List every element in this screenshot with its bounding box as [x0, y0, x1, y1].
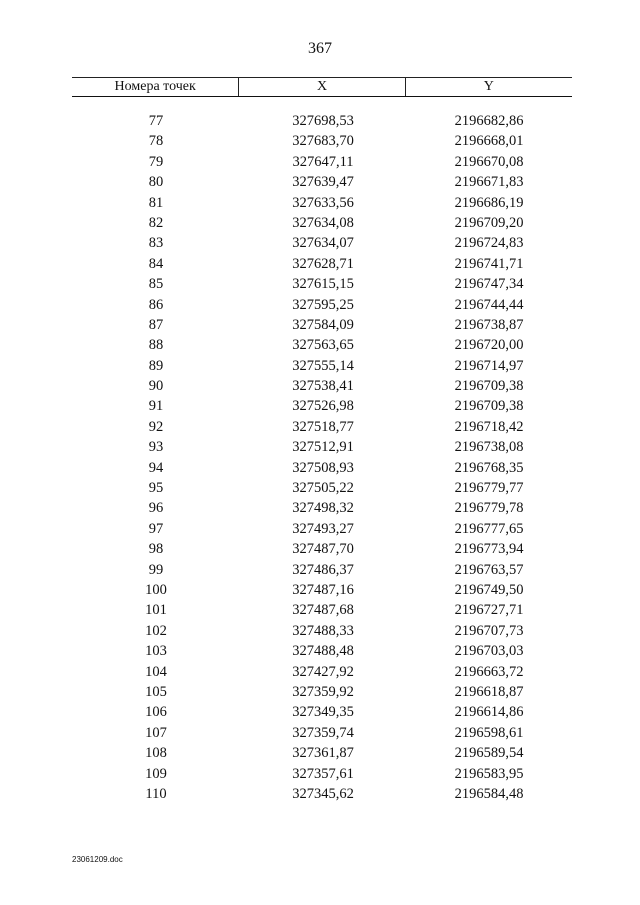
- x-coordinate-cell: 327487,70: [292, 541, 354, 558]
- x-coordinate-cell: 327563,65: [292, 337, 354, 354]
- point-number-cell: 104: [145, 663, 167, 680]
- document-filename: 23061209.doc: [72, 855, 123, 864]
- y-coordinate-cell: 2196720,00: [454, 337, 524, 354]
- point-number-cell: 92: [148, 418, 164, 435]
- point-number-cell: 79: [148, 153, 164, 170]
- coordinates-table-body: [72, 111, 572, 804]
- point-number-cell: 107: [145, 724, 167, 741]
- y-coordinate-cell: 2196598,61: [454, 724, 524, 741]
- point-number-cell: 83: [148, 235, 164, 252]
- x-coordinate-cell: 327595,25: [292, 296, 354, 313]
- table-row: [72, 152, 572, 172]
- y-coordinate-cell: 2196744,44: [454, 296, 524, 313]
- x-coordinate-cell: 327505,22: [292, 480, 354, 497]
- y-coordinate-cell: 2196777,65: [454, 520, 524, 537]
- y-coordinate-cell: 2196671,83: [454, 174, 524, 191]
- column-header-point-numbers: Номера точек: [114, 79, 196, 94]
- point-number-cell: 91: [148, 398, 164, 415]
- point-number-cell: 109: [145, 765, 167, 782]
- table-row: [72, 172, 572, 192]
- point-number-cell: 84: [148, 255, 164, 272]
- y-coordinate-cell: 2196614,86: [454, 704, 524, 721]
- y-coordinate-cell: 2196668,01: [454, 133, 524, 150]
- point-number-cell: 100: [145, 581, 167, 598]
- point-number-cell: 99: [148, 561, 164, 578]
- x-coordinate-cell: 327683,70: [292, 133, 354, 150]
- y-coordinate-cell: 2196618,87: [454, 683, 524, 700]
- y-coordinate-cell: 2196714,97: [454, 357, 524, 374]
- point-number-cell: 103: [145, 643, 167, 660]
- table-row: [72, 600, 572, 620]
- point-number-cell: 108: [145, 745, 167, 762]
- point-number-cell: 105: [145, 683, 167, 700]
- y-coordinate-cell: 2196703,03: [454, 643, 524, 660]
- x-coordinate-cell: 327359,74: [292, 724, 354, 741]
- table-row: [72, 111, 572, 131]
- x-coordinate-cell: 327508,93: [292, 459, 354, 476]
- point-number-cell: 89: [148, 357, 164, 374]
- y-coordinate-cell: 2196727,71: [454, 602, 524, 619]
- table-header: [72, 77, 572, 97]
- table-row: [72, 580, 572, 600]
- y-coordinate-cell: 2196709,38: [454, 398, 524, 415]
- x-coordinate-cell: 327427,92: [292, 663, 354, 680]
- x-coordinate-cell: 327349,35: [292, 704, 354, 721]
- x-coordinate-cell: 327487,68: [292, 602, 354, 619]
- y-coordinate-cell: 2196682,86: [454, 113, 524, 129]
- point-number-cell: 106: [145, 704, 167, 721]
- page-number: 367: [308, 40, 332, 57]
- y-coordinate-cell: 2196707,73: [454, 622, 524, 639]
- point-number-cell: 94: [148, 459, 164, 476]
- table-row: [72, 682, 572, 702]
- point-number-cell: 81: [148, 194, 164, 211]
- x-coordinate-cell: 327634,07: [292, 235, 354, 252]
- y-coordinate-cell: 2196768,35: [454, 459, 524, 476]
- x-coordinate-cell: 327647,11: [292, 153, 354, 170]
- table-row: [72, 233, 572, 253]
- x-coordinate-cell: 327488,33: [292, 622, 354, 639]
- table-row: [72, 458, 572, 478]
- table-row: [72, 641, 572, 661]
- point-number-cell: 87: [148, 316, 164, 333]
- table-row: [72, 519, 572, 539]
- x-coordinate-cell: 327493,27: [292, 520, 354, 537]
- y-coordinate-cell: 2196670,08: [454, 153, 524, 170]
- x-coordinate-cell: 327555,14: [292, 357, 354, 374]
- table-row: [72, 784, 572, 804]
- table-row: [72, 213, 572, 233]
- y-coordinate-cell: 2196738,08: [454, 439, 524, 456]
- table-row: [72, 560, 572, 580]
- table-row: [72, 702, 572, 722]
- y-coordinate-cell: 2196779,77: [454, 480, 524, 497]
- point-number-cell: 85: [148, 276, 164, 293]
- x-coordinate-cell: 327486,37: [292, 561, 354, 578]
- table-row: [72, 478, 572, 498]
- table-row: [72, 274, 572, 294]
- y-coordinate-cell: 2196686,19: [454, 194, 524, 211]
- x-coordinate-cell: 327634,08: [292, 214, 354, 231]
- point-number-cell: 77: [148, 113, 164, 129]
- x-coordinate-cell: 327538,41: [292, 378, 354, 395]
- x-coordinate-cell: 327345,62: [292, 785, 354, 802]
- x-coordinate-cell: 327488,48: [292, 643, 354, 660]
- y-coordinate-cell: 2196773,94: [454, 541, 524, 558]
- column-header-x: X: [238, 78, 405, 96]
- x-coordinate-cell: 327361,87: [292, 745, 354, 762]
- point-number-cell: 88: [148, 337, 164, 354]
- point-number-cell: 97: [148, 520, 164, 537]
- x-coordinate-cell: 327518,77: [292, 418, 354, 435]
- y-coordinate-cell: 2196589,54: [454, 745, 524, 762]
- table-row: [72, 539, 572, 559]
- table-row: [72, 254, 572, 274]
- point-number-cell: 98: [148, 541, 164, 558]
- point-number-cell: 96: [148, 500, 164, 517]
- y-coordinate-cell: 2196724,83: [454, 235, 524, 252]
- y-coordinate-cell: 2196779,78: [454, 500, 524, 517]
- y-coordinate-cell: 2196747,34: [454, 276, 524, 293]
- y-coordinate-cell: 2196738,87: [454, 316, 524, 333]
- table-row: [72, 723, 572, 743]
- table-row: [72, 764, 572, 784]
- point-number-cell: 80: [148, 174, 164, 191]
- x-coordinate-cell: 327633,56: [292, 194, 354, 211]
- table-row: [72, 417, 572, 437]
- y-coordinate-cell: 2196741,71: [454, 255, 524, 272]
- x-coordinate-cell: 327639,47: [292, 174, 354, 191]
- y-coordinate-cell: 2196718,42: [454, 418, 524, 435]
- x-coordinate-cell: 327526,98: [292, 398, 354, 415]
- x-coordinate-cell: 327487,16: [292, 581, 354, 598]
- column-header-y: Y: [483, 79, 494, 94]
- y-coordinate-cell: 2196709,20: [454, 214, 524, 231]
- table-row: [72, 621, 572, 641]
- point-number-cell: 101: [145, 602, 167, 619]
- x-coordinate-cell: 327615,15: [292, 276, 354, 293]
- x-coordinate-cell: 327357,61: [292, 765, 354, 782]
- x-coordinate-cell: 327628,71: [292, 255, 354, 272]
- y-coordinate-cell: 2196709,38: [454, 378, 524, 395]
- table-row: [72, 498, 572, 518]
- x-coordinate-cell: 327512,91: [292, 439, 354, 456]
- y-coordinate-cell: 2196583,95: [454, 765, 524, 782]
- table-row: [72, 295, 572, 315]
- point-number-cell: 90: [148, 378, 164, 395]
- table-row: [72, 131, 572, 151]
- point-number-cell: 93: [148, 439, 164, 456]
- point-number-cell: 78: [148, 133, 164, 150]
- point-number-cell: 110: [145, 785, 167, 802]
- x-coordinate-cell: 327584,09: [292, 316, 354, 333]
- table-row: [72, 662, 572, 682]
- table-row: [72, 396, 572, 416]
- point-number-cell: 95: [148, 480, 164, 497]
- x-coordinate-cell: 327698,53: [292, 113, 354, 129]
- y-coordinate-cell: 2196663,72: [454, 663, 524, 680]
- point-number-cell: 86: [148, 296, 164, 313]
- point-number-cell: 82: [148, 214, 164, 231]
- table-row: [72, 743, 572, 763]
- table-row: [72, 335, 572, 355]
- table-row: [72, 356, 572, 376]
- y-coordinate-cell: 2196763,57: [454, 561, 524, 578]
- x-coordinate-cell: 327498,32: [292, 500, 354, 517]
- table-row: [72, 193, 572, 213]
- table-row: [72, 437, 572, 457]
- table-row: [72, 315, 572, 335]
- table-row: [72, 376, 572, 396]
- y-coordinate-cell: 2196584,48: [454, 785, 524, 802]
- x-coordinate-cell: 327359,92: [292, 683, 354, 700]
- y-coordinate-cell: 2196749,50: [454, 581, 524, 598]
- point-number-cell: 102: [145, 622, 167, 639]
